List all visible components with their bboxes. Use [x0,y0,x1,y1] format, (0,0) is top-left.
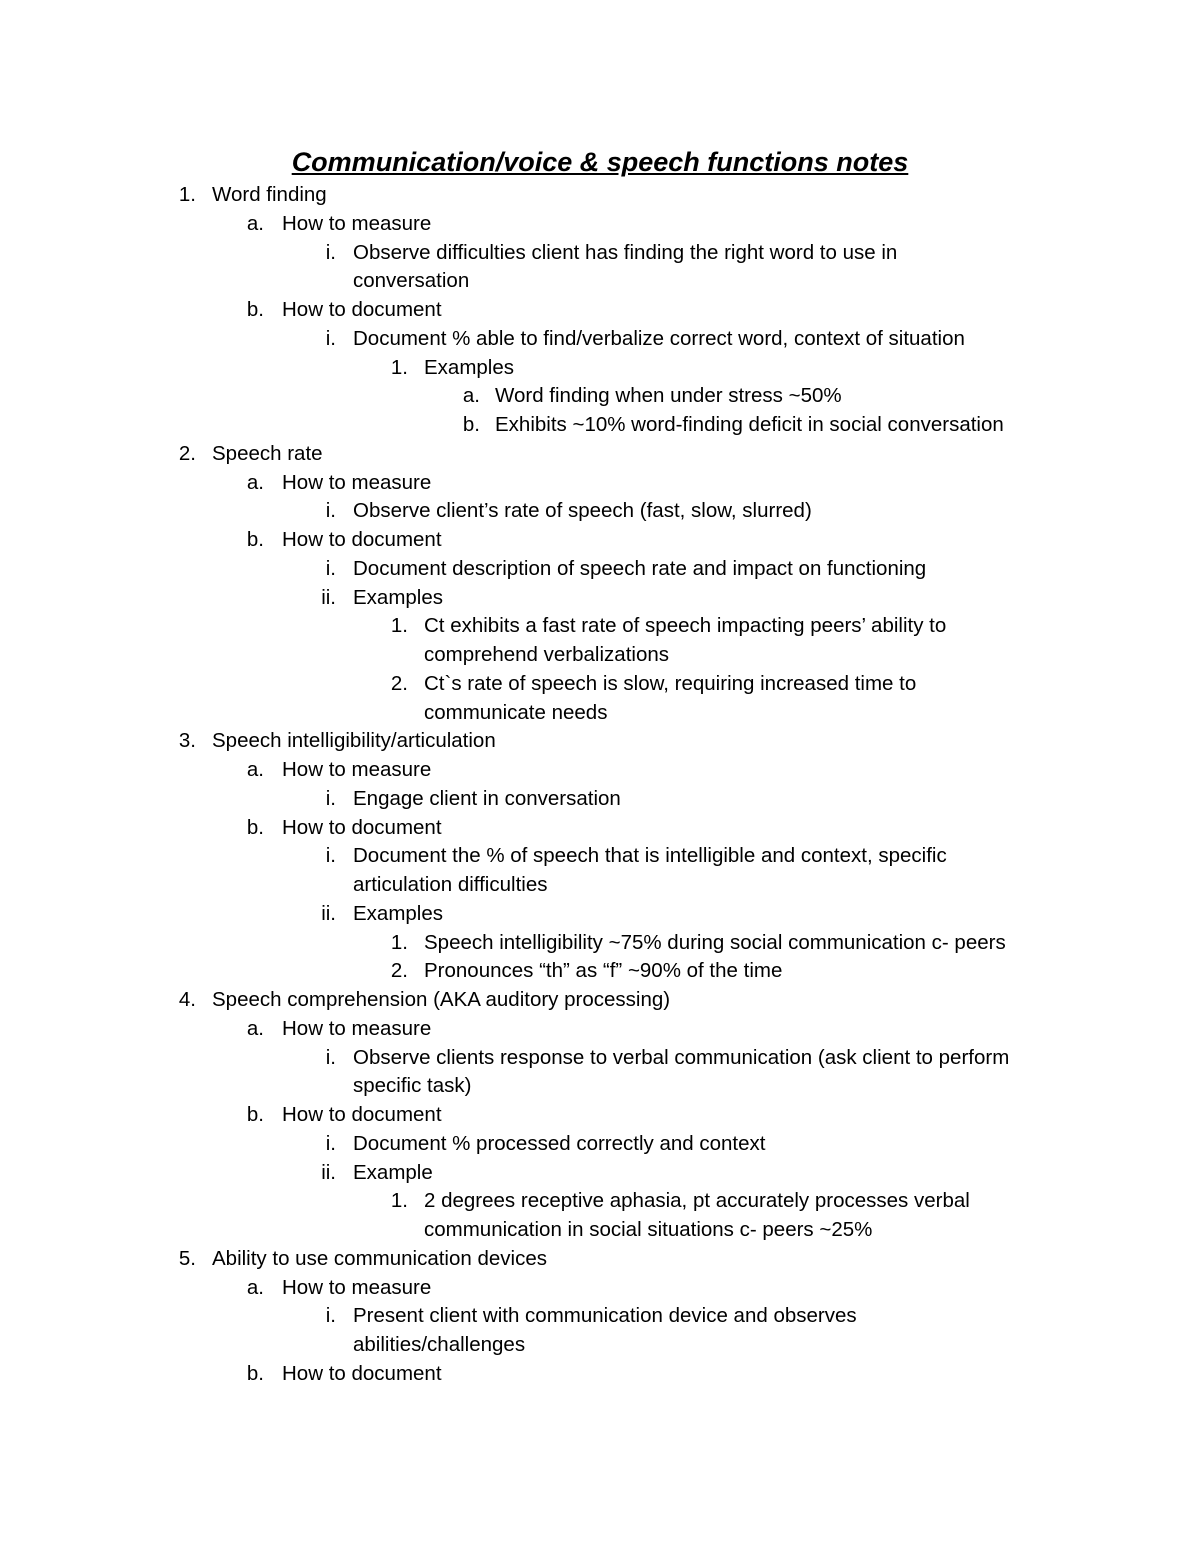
list-item-text: Speech intelligibility ~75% during social communication c- peers [424,930,1006,954]
list-marker: a. [246,1275,264,1299]
outline-line-level-4 [0,928,1200,957]
list-marker: b. [246,1103,264,1126]
list-item-text: comprehend verbalizations [424,643,669,666]
list-item-text: Word finding when under stress ~50% [495,384,842,408]
list-marker: i. [325,326,336,350]
list-marker: 3. [178,729,196,753]
outline-line-level-5 [0,410,1200,439]
list-item-text: communication in social situations c- peers ~25% [424,1218,873,1241]
outline-line-level-2 [0,295,1200,324]
list-item-text: Ct`s rate of speech is slow, requiring increased time to [424,671,917,695]
list-item-text: How to document [282,298,442,321]
list-marker: 4. [178,988,196,1011]
list-marker: a. [462,384,480,408]
list-item-text: How to measure [282,211,432,235]
outline-line-level-1 [0,439,1200,468]
outline-line-level-2 [0,468,1200,497]
list-marker: a. [246,211,264,235]
list-item-text: Pronounces “th” as “f” ~90% of the time [424,959,783,983]
list-item-text: Ct exhibits a fast rate of speech impacting peers’ ability to [424,614,947,638]
list-item-text: Document % processed correctly and context [353,1131,766,1155]
outline-line-level-2 [0,1100,1200,1129]
list-marker: 2. [390,959,408,983]
list-marker: 2. [390,671,408,695]
outline-line-level-2 [0,1359,1200,1388]
list-item-text: Observe client’s rate of speech (fast, slow, slurred) [353,499,812,523]
list-item-text: articulation difficulties [353,873,548,896]
outline-line-level-4 [0,1186,1200,1215]
list-marker: i. [325,556,336,580]
list-marker: i. [325,1131,336,1155]
list-item-text: How to measure [282,1275,432,1299]
list-item-text: Document % able to find/verbalize correct word, context of situation [353,326,965,350]
list-marker: b. [246,815,264,839]
list-marker: i. [325,1045,336,1069]
outline-line-level-4 [0,640,1200,669]
list-item-text: Engage client in conversation [353,786,621,810]
outline-line-level-3 [0,583,1200,612]
outline-line-level-1 [0,180,1200,209]
list-item-text: How to document [282,528,442,551]
outline-line-level-3 [0,324,1200,353]
outline-line-level-4 [0,669,1200,698]
list-item-text: Document the % of speech that is intelligible and context, specific [353,844,947,868]
list-marker: 1. [390,355,408,379]
list-item-text: Present client with communication device and observes [353,1304,857,1328]
outline-line-level-3 [0,899,1200,928]
list-item-text: Exhibits ~10% word-finding deficit in social conversation [495,413,1004,436]
list-marker: 1. [390,930,408,954]
page-title: Communication/voice & speech functions notes [291,147,909,177]
list-item-text: conversation [353,269,470,293]
list-marker: i. [325,786,336,810]
list-marker: 1. [390,1189,408,1213]
list-item-text: Example [353,1160,433,1184]
list-marker: a. [246,470,264,494]
outline-line-level-4 [0,698,1200,727]
outline-line-level-3 [0,1043,1200,1072]
list-item-text: Examples [353,585,444,609]
list-marker: 5. [178,1246,196,1270]
outline-line-level-2 [0,755,1200,784]
list-marker: b. [246,528,264,551]
list-item-text: Speech rate [212,441,323,465]
outline-line-level-3 [0,1301,1200,1330]
list-item-text: Word finding [212,183,327,206]
outline-line-level-3 [0,496,1200,525]
list-item-text: 2 degrees receptive aphasia, pt accurately processes verbal [424,1189,970,1213]
list-marker: b. [246,1361,264,1385]
outline-line-level-3 [0,1071,1200,1100]
list-marker: ii. [321,585,336,609]
outline-line-level-4 [0,353,1200,382]
outline-line-level-1 [0,985,1200,1014]
list-marker: 1. [178,183,196,206]
outline-line-level-5 [0,381,1200,410]
list-marker: 1. [390,614,408,638]
list-item-text: specific task) [353,1074,472,1098]
list-marker: i. [325,240,336,264]
list-item-text: How to measure [282,470,432,494]
outline-line-level-4 [0,956,1200,985]
list-item-text: Examples [353,901,444,925]
outline-line-level-3 [0,266,1200,295]
list-item-text: How to document [282,815,442,839]
list-item-text: Observe difficulties client has finding the right word to use in [353,240,898,264]
list-marker: b. [462,413,480,436]
outline-line-level-1 [0,1244,1200,1273]
list-marker: i. [325,499,336,523]
list-marker: i. [325,1304,336,1328]
outline-line-level-3 [0,784,1200,813]
list-item-text: How to document [282,1361,442,1385]
outline-line-level-3 [0,841,1200,870]
list-item-text: How to document [282,1103,442,1126]
list-item-text: Speech intelligibility/articulation [212,729,496,753]
list-item-text: Observe clients response to verbal communication (ask client to perform [353,1045,1010,1069]
outline-line-level-3 [0,1129,1200,1158]
outline-line-level-4 [0,611,1200,640]
outline-line-level-2 [0,1014,1200,1043]
list-marker: b. [246,298,264,321]
outline-line-level-3 [0,1158,1200,1187]
outline-line-level-2 [0,209,1200,238]
outline-line-level-3 [0,554,1200,583]
outline-line-level-1 [0,726,1200,755]
list-item-text: How to measure [282,758,432,781]
list-item-text: abilities/challenges [353,1333,526,1356]
list-item-text: communicate needs [424,700,608,724]
list-item-text: Speech comprehension (AKA auditory processing) [212,988,671,1011]
list-marker: a. [246,758,264,781]
outline-line-level-2 [0,813,1200,842]
outline-line-level-3 [0,238,1200,267]
outline-line-level-2 [0,1273,1200,1302]
list-item-text: Examples [424,355,515,379]
list-marker: i. [325,844,336,868]
list-marker: a. [246,1016,264,1040]
list-marker: ii. [321,901,336,925]
outline-line-level-2 [0,525,1200,554]
list-marker: 2. [178,441,196,465]
outline-line-level-3 [0,870,1200,899]
list-item-text: Ability to use communication devices [212,1246,547,1270]
list-item-text: How to measure [282,1016,432,1040]
outline-line-level-3 [0,1330,1200,1359]
list-marker: ii. [321,1160,336,1184]
list-item-text: Document description of speech rate and impact on functioning [353,556,927,580]
outline-line-level-4 [0,1215,1200,1244]
